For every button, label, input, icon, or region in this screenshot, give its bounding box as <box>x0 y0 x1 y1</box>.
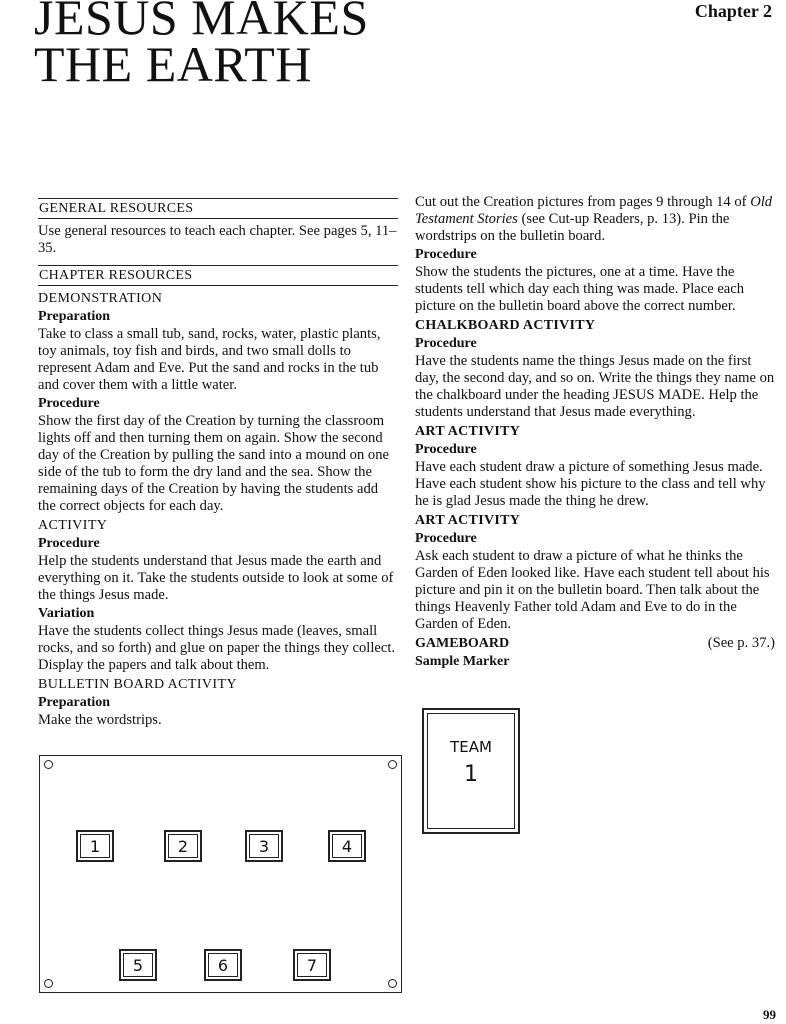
demonstration-prep-label: Preparation <box>38 309 111 324</box>
pin-hole-icon <box>388 760 397 769</box>
bulletin-intro-text <box>415 194 777 245</box>
board-number-4: 4 <box>328 830 366 862</box>
activity-variation-text: Have the students collect things Jesus made (leaves, small rocks, and so forth) and glue on paper the things they collect. Display the papers and talk about them. <box>38 623 396 673</box>
gameboard-heading: GAMEBOARD <box>415 636 510 651</box>
right-column <box>415 193 777 670</box>
page-number: 99 <box>763 1007 776 1022</box>
art-activity-1-proc-label: Procedure <box>415 442 477 457</box>
pin-hole-icon <box>44 979 53 988</box>
chalkboard-proc-text: Have the students name the things Jesus made on the first day, the second day, and so on. Write the things they name on the chalkboard under the heading JESUS MADE. Help the students understand that Jesus made everything. <box>415 353 775 420</box>
chalkboard-proc-label: Procedure <box>415 336 477 351</box>
demonstration-prep-text: Take to class a small tub, sand, rocks, water, plastic plants, toy animals, toy fish and birds, and two small dolls to represent Adam and Eve. Put the sand and rocks in the tub and cover them with a little water. <box>38 326 381 393</box>
gameboard-page-ref: (See p. 37.) <box>707 635 775 651</box>
bulletin-heading: BULLETIN BOARD ACTIVITY <box>38 677 237 692</box>
intro-text-end: (see Cut-up Readers, p. 13). Pin the wordstrips on the bulletin board. <box>415 211 730 244</box>
activity-variation-label: Variation <box>38 606 95 621</box>
art-activity-2-heading: ART ACTIVITY <box>415 513 521 528</box>
demonstration-proc-text: Show the first day of the Creation by turning the classroom lights off and then turning them on again. Show the second day of the Creation by pulling the sand into a mound on one side of the tub to form the dry land and the sea. Show the remaining days of the Creation by having the students add the correct objects for each day. <box>38 413 389 514</box>
marker-team-number: 1 <box>464 762 478 787</box>
board-number-3: 3 <box>245 830 283 862</box>
bulletin-proc-label: Procedure <box>415 247 477 262</box>
chapter-resources-heading: CHAPTER RESOURCES <box>38 265 398 286</box>
intro-text-start: Cut out the Creation pictures from pages 9 through 14 of <box>415 194 751 210</box>
chalkboard-heading: CHALKBOARD ACTIVITY <box>415 318 596 333</box>
book-title: Old Testament Stories <box>415 194 773 227</box>
demonstration-proc-label: Procedure <box>38 396 100 411</box>
art-activity-1-heading: ART ACTIVITY <box>415 424 521 439</box>
sample-marker-label: Sample Marker <box>415 654 510 669</box>
board-number-7: 7 <box>293 949 331 981</box>
sample-marker-card <box>422 708 520 834</box>
page-title <box>34 0 369 92</box>
gameboard-heading-row <box>415 635 777 652</box>
demonstration-heading: DEMONSTRATION <box>38 291 163 306</box>
title-line-2: THE EARTH <box>34 36 312 92</box>
art-activity-1-text: Have each student draw a picture of something Jesus made. Have each student show his picture to the class and tell why he is glad Jesus made the thing he drew. <box>415 459 766 509</box>
art-activity-2-proc-label: Procedure <box>415 531 477 546</box>
activity-heading: ACTIVITY <box>38 518 108 533</box>
pin-hole-icon <box>388 979 397 988</box>
general-resources-text: Use general resources to teach each chapter. See pages 5, 11–35. <box>38 223 397 256</box>
activity-proc-text: Help the students understand that Jesus made the earth and everything on it. Take the students outside to look at some of the things Jesus made. <box>38 553 394 603</box>
general-resources-heading: GENERAL RESOURCES <box>38 198 398 219</box>
pin-hole-icon <box>44 760 53 769</box>
board-number-6: 6 <box>204 949 242 981</box>
board-number-2: 2 <box>164 830 202 862</box>
chapter-label: Chapter 2 <box>694 1 772 21</box>
board-number-5: 5 <box>119 949 157 981</box>
bulletin-prep-label: Preparation <box>38 695 111 710</box>
board-number-1: 1 <box>76 830 114 862</box>
bulletin-proc-text: Show the students the pictures, one at a time. Have the students tell which day each thing was made. Place each picture on the bulletin board above the correct number. <box>415 264 745 314</box>
left-column <box>38 198 398 729</box>
bulletin-board-diagram <box>39 755 402 993</box>
title-line-1: JESUS MAKES <box>34 0 369 45</box>
art-activity-2-text: Ask each student to draw a picture of what he thinks the Garden of Eden looked like. Have each student tell about his picture and pin it on the bulletin board. Then talk about the things Heavenly Father told Adam and Eve to do in the Garden of Eden. <box>415 548 770 632</box>
marker-team-label: TEAM <box>450 738 492 756</box>
bulletin-prep-text: Make the wordstrips. <box>38 712 162 728</box>
activity-proc-label: Procedure <box>38 536 100 551</box>
